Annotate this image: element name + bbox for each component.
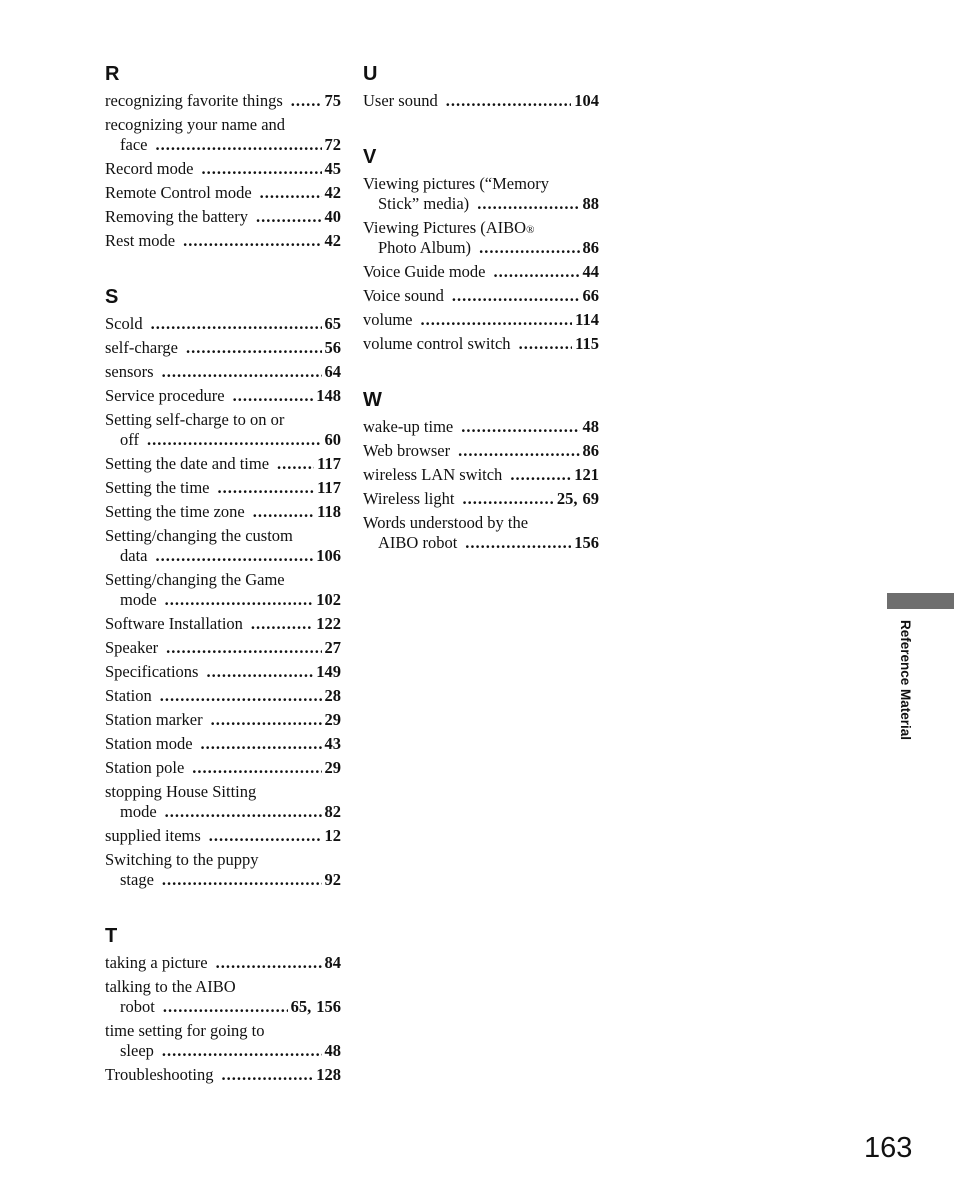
index-term: AIBO robot <box>378 533 458 552</box>
index-term: Station pole <box>105 758 185 777</box>
page-refs <box>316 386 341 406</box>
index-entry <box>363 417 599 437</box>
index-term: stopping House Sitting <box>105 782 257 801</box>
page-refs <box>583 417 600 437</box>
index-entry <box>363 286 599 306</box>
page-refs <box>325 207 342 227</box>
page-ref[interactable]: 42 <box>324 231 341 250</box>
index-column-left <box>105 62 341 1119</box>
page-refs <box>316 614 341 634</box>
page-ref[interactable]: 117 <box>317 454 341 473</box>
page-ref[interactable]: 121 <box>574 465 599 484</box>
dot-leader <box>218 478 315 498</box>
page-ref[interactable]: 40 <box>324 207 341 226</box>
section-letter: U <box>363 63 378 85</box>
page-refs: 25, 69 <box>556 489 599 508</box>
index-term: Photo Album) <box>378 238 472 257</box>
index-term: wake-up time <box>363 417 454 436</box>
index-entry <box>105 782 341 822</box>
section-tab-marker <box>887 593 954 609</box>
dot-leader <box>461 417 579 437</box>
index-entry <box>105 386 341 406</box>
page-refs <box>325 159 342 179</box>
page-refs <box>325 183 342 203</box>
dot-leader <box>465 533 571 553</box>
dot-leader <box>211 710 322 730</box>
index-entry <box>105 183 341 203</box>
page-refs <box>325 1041 342 1061</box>
index-section <box>363 62 599 111</box>
page-ref[interactable]: 44 <box>582 262 599 281</box>
index-term: Viewing Pictures (AIBO <box>363 218 527 237</box>
index-term: sleep <box>120 1041 154 1060</box>
index-entry <box>105 410 341 450</box>
dot-leader <box>160 686 322 706</box>
page-ref[interactable]: 66 <box>582 286 599 305</box>
index-entry <box>105 159 341 179</box>
page-refs <box>325 231 342 251</box>
dot-leader <box>260 183 322 203</box>
index-term: Removing the battery <box>105 207 248 226</box>
dot-leader <box>155 135 321 155</box>
index-entry <box>105 115 341 155</box>
page-refs <box>583 194 600 214</box>
index-entry <box>105 614 341 634</box>
section-letter: V <box>363 146 377 168</box>
dot-leader <box>165 802 322 822</box>
page-refs <box>325 638 342 658</box>
page-ref[interactable]: 60 <box>324 430 341 449</box>
index-section <box>105 62 341 251</box>
page-refs <box>325 338 342 358</box>
index-entry <box>105 454 341 474</box>
index-term: mode <box>120 590 157 609</box>
index-term: Speaker <box>105 638 159 657</box>
page-refs <box>325 734 342 754</box>
index-entry <box>363 334 599 354</box>
dot-leader <box>477 194 579 214</box>
index-term: Stick” media) <box>378 194 470 213</box>
index-term: wireless LAN switch <box>363 465 503 484</box>
dot-leader <box>216 953 322 973</box>
index-section <box>363 388 599 553</box>
page-ref[interactable]: 25 <box>556 489 574 508</box>
index-term: Setting self-charge to on or <box>105 410 285 429</box>
index-entry <box>363 465 599 485</box>
index-entry <box>105 953 341 973</box>
dot-leader <box>222 1065 314 1085</box>
page-ref[interactable]: 114 <box>575 310 599 329</box>
page-ref[interactable]: 65 <box>324 314 341 333</box>
page-refs <box>575 310 599 330</box>
page-ref[interactable]: 115 <box>575 334 599 353</box>
page-ref[interactable]: 117 <box>317 478 341 497</box>
index-term: Setting the date and time <box>105 454 270 473</box>
page-ref[interactable]: 86 <box>582 441 599 460</box>
index-entry <box>105 850 341 890</box>
dot-leader <box>519 334 573 354</box>
index-entry <box>105 314 341 334</box>
index-term: off <box>120 430 139 449</box>
dot-leader <box>256 207 322 227</box>
index-section <box>105 285 341 890</box>
section-letter: W <box>363 389 382 411</box>
section-letter: S <box>105 286 119 308</box>
page-refs <box>325 870 342 890</box>
index-term: Setting the time zone <box>105 502 245 521</box>
page-refs <box>583 262 600 282</box>
index-term: Setting the time <box>105 478 210 497</box>
page-ref[interactable]: 45 <box>324 159 341 178</box>
index-entry <box>363 441 599 461</box>
page-ref[interactable]: 69 <box>582 489 599 508</box>
index-term: taking a picture <box>105 953 208 972</box>
index-entry <box>105 478 341 498</box>
page-refs <box>325 802 342 822</box>
dot-leader <box>192 758 321 778</box>
index-term: Setting/changing the Game <box>105 570 285 589</box>
index-term: Record mode <box>105 159 194 178</box>
dot-leader <box>183 231 321 251</box>
page-refs <box>316 662 341 682</box>
page-refs <box>574 91 599 111</box>
page-ref[interactable]: 88 <box>582 194 599 213</box>
index-entry <box>105 686 341 706</box>
index-entry <box>105 362 341 382</box>
dot-leader <box>186 338 322 358</box>
dot-leader <box>163 997 288 1017</box>
page-refs <box>574 533 599 553</box>
index-entry <box>105 1065 341 1085</box>
index-term: stage <box>120 870 154 889</box>
index-term: self-charge <box>105 338 178 357</box>
index-entry <box>105 734 341 754</box>
page-ref[interactable]: 92 <box>324 870 341 889</box>
page-refs <box>325 710 342 730</box>
page-ref[interactable]: 48 <box>582 417 599 436</box>
page-ref[interactable]: 86 <box>582 238 599 257</box>
index-term: time setting for going to <box>105 1021 265 1040</box>
index-entry <box>105 91 341 111</box>
page-refs <box>574 465 599 485</box>
page-ref[interactable]: 12 <box>324 826 341 845</box>
index-term: face <box>120 135 148 154</box>
index-term: Viewing pictures (“Memory <box>363 174 549 193</box>
index-term: Wireless light <box>363 489 455 508</box>
page-refs <box>325 758 342 778</box>
page-ref[interactable]: 64 <box>324 362 341 381</box>
dot-leader <box>201 159 321 179</box>
page-ref[interactable]: 102 <box>316 590 341 609</box>
index-term: Remote Control mode <box>105 183 252 202</box>
dot-leader <box>162 362 322 382</box>
index-term: Voice Guide mode <box>363 262 486 281</box>
dot-leader <box>446 91 572 111</box>
page-refs <box>317 502 341 522</box>
dot-leader <box>209 826 322 846</box>
page-ref[interactable]: 84 <box>324 953 341 972</box>
dot-leader <box>510 465 571 485</box>
page-ref[interactable]: 75 <box>324 91 341 110</box>
index-term: volume <box>363 310 413 329</box>
dot-leader <box>155 546 313 566</box>
index-section <box>363 145 599 354</box>
page-refs <box>575 334 599 354</box>
index-entry <box>363 174 599 214</box>
dot-leader <box>233 386 314 406</box>
index-entry <box>363 489 599 509</box>
page-ref[interactable]: 156 <box>316 997 341 1016</box>
dot-leader <box>251 614 313 634</box>
page-ref[interactable]: 29 <box>324 758 341 777</box>
dot-leader <box>147 430 322 450</box>
page-ref[interactable]: 56 <box>324 338 341 357</box>
index-entry <box>363 262 599 282</box>
dot-leader <box>277 454 314 474</box>
page-refs <box>316 546 341 566</box>
page-refs <box>317 478 341 498</box>
page-refs <box>317 454 341 474</box>
dot-leader <box>458 441 579 461</box>
index-term: Specifications <box>105 662 199 681</box>
dot-leader <box>291 91 322 111</box>
page-ref[interactable]: 27 <box>324 638 341 657</box>
page-refs <box>325 430 342 450</box>
page-ref[interactable]: 106 <box>316 546 341 565</box>
page-refs: 65, 156 <box>290 997 341 1016</box>
dot-leader <box>201 734 322 754</box>
dot-leader <box>151 314 322 334</box>
index-term: supplied items <box>105 826 201 845</box>
index-entry <box>105 231 341 251</box>
index-term: Service procedure <box>105 386 225 405</box>
page-refs <box>583 286 600 306</box>
index-term: robot <box>120 997 155 1016</box>
page-refs <box>583 238 600 258</box>
dot-leader <box>253 502 314 522</box>
index-term: Troubleshooting <box>105 1065 214 1084</box>
index-term: Scold <box>105 314 143 333</box>
index-entry <box>105 338 341 358</box>
index-entry <box>105 758 341 778</box>
page-ref[interactable]: 156 <box>574 533 599 552</box>
page-refs <box>316 590 341 610</box>
index-term: Software Installation <box>105 614 243 633</box>
page-ref[interactable]: 82 <box>324 802 341 821</box>
index-entry <box>105 502 341 522</box>
index-term: Rest mode <box>105 231 176 250</box>
index-term: data <box>120 546 148 565</box>
index-entry <box>105 662 341 682</box>
index-term: talking to the AIBO <box>105 977 236 996</box>
page-refs <box>325 91 342 111</box>
index-term: sensors <box>105 362 154 381</box>
index-entry <box>105 570 341 610</box>
page-refs <box>325 953 342 973</box>
page-ref[interactable]: 29 <box>324 710 341 729</box>
page-ref[interactable]: 122 <box>316 614 341 633</box>
index-column-right <box>363 62 599 587</box>
section-tab-label: Reference Material <box>898 620 913 741</box>
page-ref[interactable]: 65 <box>290 997 308 1016</box>
index-entry <box>105 826 341 846</box>
dot-leader <box>206 662 313 682</box>
page-refs <box>325 362 342 382</box>
index-term: recognizing your name and <box>105 115 286 134</box>
page-refs <box>583 441 600 461</box>
index-entry <box>105 710 341 730</box>
page-number: 163 <box>864 1132 913 1164</box>
page-refs <box>325 314 342 334</box>
page-refs <box>316 1065 341 1085</box>
index-term: Words understood by the <box>363 513 529 532</box>
page-refs <box>325 135 342 155</box>
index-term: volume control switch <box>363 334 511 353</box>
index-entry <box>105 1021 341 1061</box>
dot-leader <box>162 1041 322 1061</box>
index-term: Voice sound <box>363 286 444 305</box>
page-ref[interactable]: 72 <box>324 135 341 154</box>
page-ref[interactable]: 118 <box>317 502 341 521</box>
dot-leader <box>494 262 580 282</box>
page-refs <box>325 826 342 846</box>
page-ref[interactable]: 48 <box>324 1041 341 1060</box>
dot-leader <box>166 638 321 658</box>
dot-leader <box>452 286 580 306</box>
index-term: Switching to the puppy <box>105 850 259 869</box>
dot-leader <box>462 489 553 509</box>
page-ref[interactable]: 149 <box>316 662 341 681</box>
section-letter: R <box>105 63 120 85</box>
page-ref[interactable]: 128 <box>316 1065 341 1084</box>
index-entry <box>105 977 341 1017</box>
page-ref[interactable]: 42 <box>324 183 341 202</box>
index-term: Station marker <box>105 710 203 729</box>
index-term: Station <box>105 686 152 705</box>
index-entry <box>363 513 599 553</box>
index-entry <box>363 91 599 111</box>
dot-leader <box>479 238 579 258</box>
index-entry <box>105 638 341 658</box>
page-ref[interactable]: 43 <box>324 734 341 753</box>
section-letter: T <box>105 925 118 947</box>
index-entry <box>105 526 341 566</box>
index-term: User sound <box>363 91 438 110</box>
index-entry <box>363 310 599 330</box>
index-term: recognizing favorite things <box>105 91 283 110</box>
page-ref[interactable]: 28 <box>324 686 341 705</box>
index-entry <box>105 207 341 227</box>
index-term: Station mode <box>105 734 193 753</box>
index-term: Web browser <box>363 441 451 460</box>
dot-leader <box>421 310 573 330</box>
page-refs <box>325 686 342 706</box>
dot-leader <box>165 590 314 610</box>
dot-leader <box>162 870 322 890</box>
page-ref[interactable]: 148 <box>316 386 341 405</box>
page-ref[interactable]: 104 <box>574 91 599 110</box>
index-term: Setting/changing the custom <box>105 526 293 545</box>
index-section <box>105 924 341 1085</box>
index-term: mode <box>120 802 157 821</box>
index-entry: Viewing Pictures (AIBO ® Photo Album) ..... 86 <box>363 218 599 258</box>
